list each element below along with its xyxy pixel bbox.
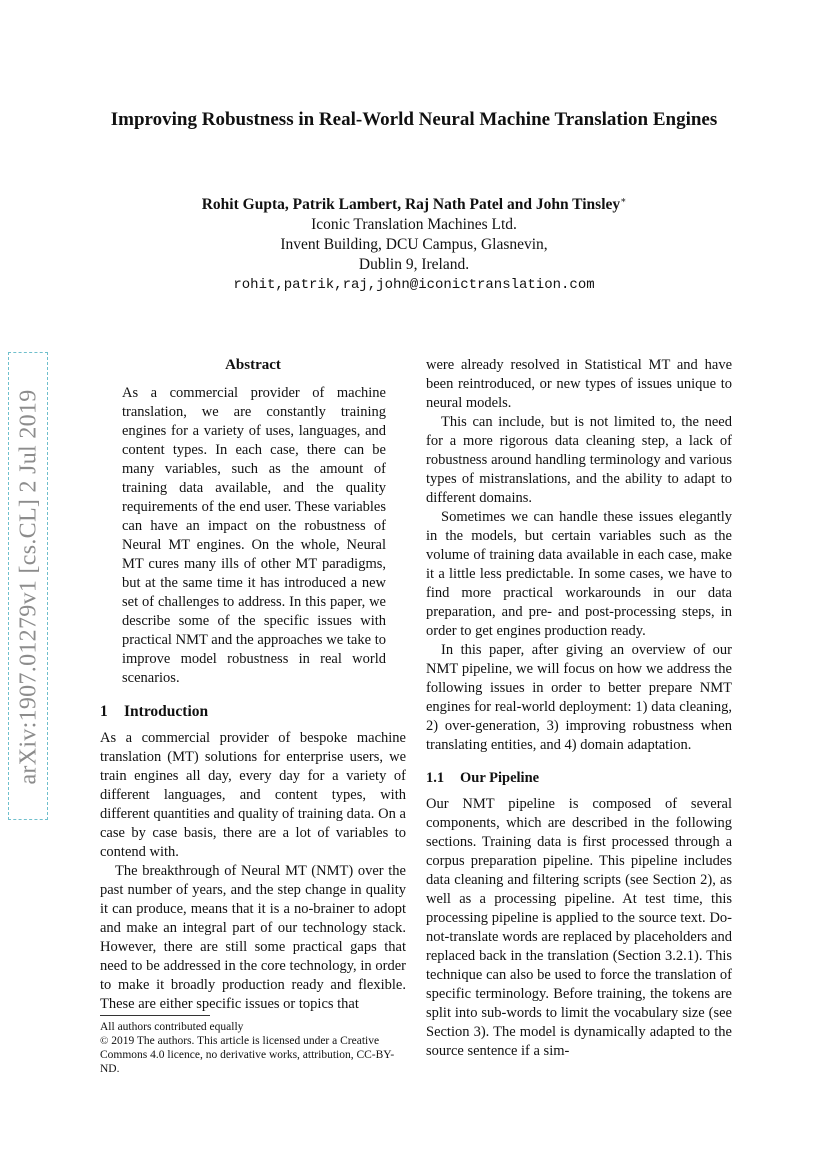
author-names bbox=[110, 190, 718, 215]
left-column bbox=[100, 356, 406, 1014]
footnote-license-text: 2019 The authors. This article is licensed under a Creative Commons 4.0 licence, no derivative works, attribution, CC-BY-ND. bbox=[100, 1035, 395, 1075]
paragraph: This can include, but is not limited to, the need for a more rigorous data cleaning step, a lack of robustness around handling terminology and various types of mistranslations, and the ability to adapt to different domains. bbox=[426, 414, 732, 506]
author-email: rohit,patrik,raj,john@iconictranslation.com bbox=[233, 277, 595, 294]
paragraph: In this paper, after giving an overview of our NMT pipeline, we will focus on how we address the following issues in order to better prepare NMT engines for real-world deployment: 1) data cleaning, 2) over-generation, 3) improving robustness when translating entities, and 4) domain adaptation. bbox=[426, 642, 732, 753]
right-column bbox=[426, 356, 732, 1061]
paragraph: The breakthrough of Neural MT (NMT) over the past number of years, and the step change in quality it can produce, means that it is a no-brainer to adopt and make an integral part of our technology stack. However, there are still some practical gaps that need to be addressed in the core technology, in order to make it broadly production ready and flexible. These are either specific issues or topics that bbox=[100, 863, 406, 1012]
copyright-icon: © bbox=[100, 1035, 109, 1047]
section-title: Introduction bbox=[124, 703, 209, 720]
author-footnote-marker: ∗ bbox=[620, 195, 627, 205]
section-number: 1 bbox=[100, 703, 108, 720]
subsection-title: Our Pipeline bbox=[460, 770, 540, 786]
footnote-rule bbox=[100, 1015, 210, 1016]
affiliation-line: Iconic Translation Machines Ltd. bbox=[311, 216, 517, 234]
abstract-heading: Abstract bbox=[225, 357, 281, 373]
affiliation-line: Dublin 9, Ireland. bbox=[358, 256, 470, 274]
paragraph: were already resolved in Statistical MT and have been reintroduced, or new types of issues unique to neural models. bbox=[426, 357, 732, 411]
paragraph: Our NMT pipeline is composed of several components, which are described in the following sections. Training data is first processed through a corpus preparation pipeline. This pipeline includes data cleaning and filtering scripts (see Section 2), as well as a processing pipeline. At test time, this processing pipeline is applied to the source text. Do-not-translate words are replaced by placeholders and replaced back in the translation (Section 3.2.1). This technique can also be used to force the translation of specific terminology. Before training, the tokens are split into sub-words to limit the vocabulary size (see Section 3). The model is dynamically adapted to the source sentence if a sim- bbox=[426, 796, 732, 1059]
affiliation-line: Invent Building, DCU Campus, Glasnevin, bbox=[280, 236, 548, 254]
author-names-text: Rohit Gupta, Patrik Lambert, Raj Nath Patel and John Tinsley bbox=[201, 196, 621, 214]
subsection-number: 1.1 bbox=[426, 770, 445, 786]
subsection-heading-pipeline bbox=[426, 769, 732, 788]
footnotes bbox=[100, 1015, 406, 1076]
paragraph: Sometimes we can handle these issues elegantly in the models, but certain variables such as the volume of training data available in each case, make it a little less predictable. In some cases, we have to find more practical workarounds in our data preparation, and pre- and post-processing steps, in order to get engines production ready. bbox=[426, 509, 732, 639]
abstract-text: As a commercial provider of machine translation, we are constantly training engines for a variety of uses, languages, and content types. In each case, there can be many variables, such as the amount of training data available, and the quality requirements of the end user. These variables can have an impact on the robustness of Neural MT engines. On the whole, Neural MT cures many ills of other MT paradigms, but at the same time it has introduced a new set of challenges to address. In this paper, we describe some of the specific issues with practical NMT and the approaches we take to improve model robustness in real world scenarios. bbox=[122, 385, 386, 686]
paragraph: As a commercial provider of bespoke machine translation (MT) solutions for enterprise users, we train engines all day, every day for a variety of different languages, and content types, with different quantities and quality of training data. On a case by case basis, there are a lot of variables to contend with. bbox=[100, 730, 406, 860]
footnote-contribution: All authors contributed equally bbox=[100, 1021, 244, 1033]
section-heading-introduction bbox=[100, 702, 406, 721]
arxiv-stamp: arXiv:1907.01279v1 [cs.CL] 2 Jul 2019 bbox=[15, 389, 42, 785]
author-block bbox=[110, 190, 718, 295]
paper-title: Improving Robustness in Real-World Neural Machine Translation Engines bbox=[110, 109, 718, 130]
footnote-license bbox=[100, 1034, 406, 1076]
